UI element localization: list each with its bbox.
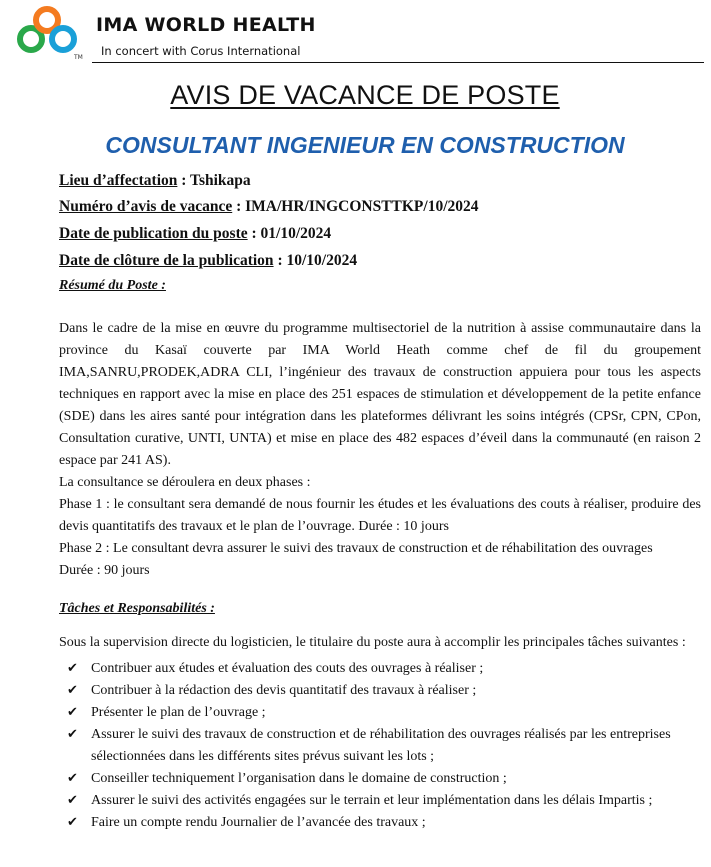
info-value: : IMA/HR/INGCONSTTKP/10/2024 <box>232 198 479 215</box>
info-vacancy-number <box>59 198 479 216</box>
task-text: Présenter le plan de l’ouvrage ; <box>91 705 266 720</box>
info-value: : Tshikapa <box>177 172 251 189</box>
list-item <box>59 658 701 680</box>
info-publication-date <box>59 225 331 243</box>
checkmark-icon: ✔ <box>67 771 78 786</box>
header-divider <box>92 62 704 63</box>
tasks-section <box>59 632 701 834</box>
info-label: Date de publication du poste <box>59 225 248 242</box>
summary-paragraph: Dans le cadre de la mise en œuvre du programme multisectoriel de la nutrition à assise communautaire dans la province du Kasaï couverte par IMA World Heath comme chef de fil du groupement IMA,SANRU,PRODEK,ADRA CLI, l’ingénieur des travaux de construction appuiera pour tous les aspects techniques en rapport avec la mise en place des 251 espaces de stimulation et développement de la petite enfance (SDE) dans les aires santé pour intégration dans les plateformes délivrant les soins intégrés (CPSr, CPN, CPon, Consultation curative, UNTI, UNTA) et mise en place des 482 espaces d’éveil dans la communauté (en raison 2 espace par 241 AS). <box>59 321 701 468</box>
list-item <box>59 790 701 812</box>
summary-paragraph: Phase 1 : le consultant sera demandé de nous fournir les études et les évaluations des couts à réaliser, produire des devis quantitatifs des travaux et le plan de l’ouvrage. Durée : 10 jours <box>59 497 701 534</box>
info-label: Date de clôture de la publication <box>59 252 274 269</box>
list-item <box>59 702 701 724</box>
position-title: CONSULTANT INGENIEUR EN CONSTRUCTION <box>105 132 625 158</box>
list-item <box>59 768 701 790</box>
organization-name: IMA WORLD HEALTH <box>96 14 316 36</box>
info-value: : 10/10/2024 <box>273 252 358 269</box>
document-title: AVIS DE VACANCE DE POSTE <box>170 80 560 110</box>
checkmark-icon: ✔ <box>67 815 78 830</box>
task-text: Contribuer à la rédaction des devis quantitatif des travaux à réaliser ; <box>91 683 477 698</box>
checkmark-icon: ✔ <box>67 683 78 698</box>
task-text: Faire un compte rendu Journalier de l’avancée des travaux ; <box>91 815 426 830</box>
list-item <box>59 724 701 768</box>
info-closing-date <box>59 252 357 270</box>
summary-section <box>59 318 701 582</box>
organization-tagline: In concert with Corus International <box>101 44 301 58</box>
checkmark-icon: ✔ <box>67 661 78 676</box>
task-text: Contribuer aux études et évaluation des couts des ouvrages à réaliser ; <box>91 661 484 676</box>
checkmark-icon: ✔ <box>67 705 78 720</box>
info-value: : 01/10/2024 <box>247 225 332 242</box>
trademark-mark: TM <box>74 54 83 61</box>
summary-heading: Résumé du Poste : <box>59 278 166 293</box>
task-text: Conseiller techniquement l’organisation dans le domaine de construction ; <box>91 771 507 786</box>
ima-logo-icon <box>14 4 86 62</box>
task-text: Assurer le suivi des activités engagées sur le terrain et leur implémentation dans les délais Impartis ; <box>91 793 653 808</box>
tasks-heading: Tâches et Responsabilités : <box>59 601 215 616</box>
info-label: Numéro d’avis de vacance <box>59 198 233 215</box>
summary-paragraph: Durée : 90 jours <box>59 563 150 578</box>
checkmark-icon: ✔ <box>67 793 78 808</box>
checkmark-icon: ✔ <box>67 727 78 742</box>
summary-paragraph: La consultance se déroulera en deux phases : <box>59 475 311 490</box>
list-item <box>59 812 701 834</box>
tasks-intro: Sous la supervision directe du logisticien, le titulaire du poste aura à accomplir les principales tâches suivantes : <box>59 635 686 650</box>
task-text: Assurer le suivi des travaux de construction et de réhabilitation des ouvrages réalisés par les entreprises sélectionnées dans les différents sites prévus suivant les lots ; <box>91 727 671 764</box>
info-location <box>59 172 251 190</box>
tasks-list <box>59 658 701 834</box>
letterhead <box>0 0 711 70</box>
list-item <box>59 680 701 702</box>
info-label: Lieu d’affectation <box>59 172 178 189</box>
summary-paragraph: Phase 2 : Le consultant devra assurer le suivi des travaux de construction et de réhabilitation des ouvrages <box>59 541 653 556</box>
